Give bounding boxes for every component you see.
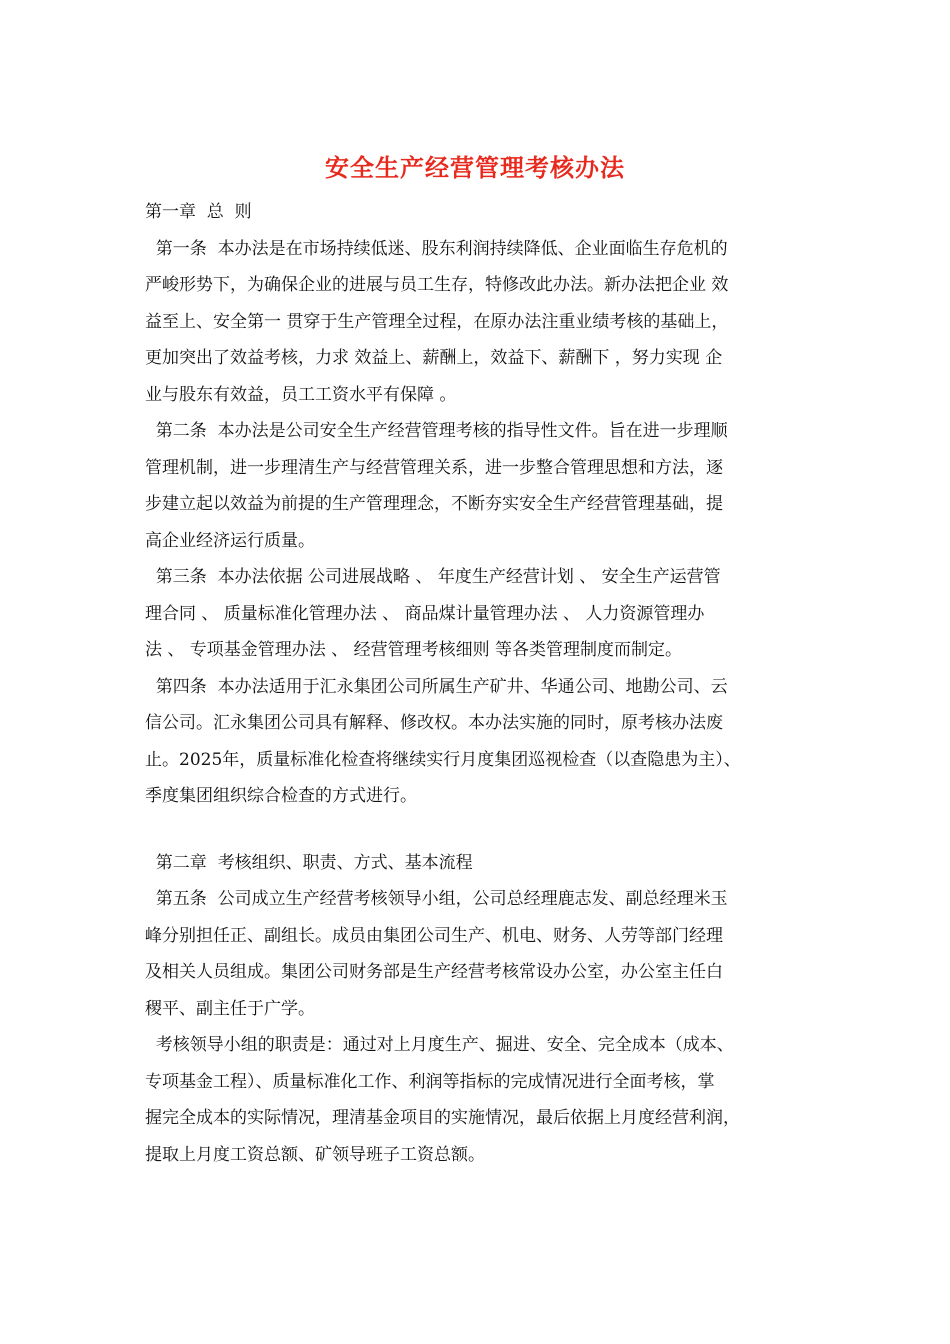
text-line: 高企业经济运行质量。 xyxy=(145,530,315,551)
text-line: 法 、 专项基金管理办法 、 经营管理考核细则 等各类管理制度而制定。 xyxy=(145,640,683,660)
paragraph-gap xyxy=(145,815,813,845)
text-line: 第二章 考核组织、职责、方式、基本流程 xyxy=(145,852,473,873)
text-line: 理合同 、 质量标准化管理办法 、 商品煤计量管理办法 、 人力资源管理办 xyxy=(145,603,705,624)
text-line: 峰分别担任正、副组长。成员由集团公司生产、机电、财务、人劳等部门经理 xyxy=(145,925,723,946)
text-line: 第四条 本办法适用于汇永集团公司所属生产矿井、华通公司、地勘公司、云 xyxy=(145,676,728,697)
paragraph xyxy=(145,231,813,414)
document-body xyxy=(145,194,813,1173)
text-line: 第一条 本办法是在市场持续低迷、股东利润持续降低、企业面临生存危机的 xyxy=(145,238,728,259)
paragraph xyxy=(145,845,813,882)
paragraph xyxy=(145,669,813,815)
text-line: 信公司。汇永集团公司具有解释、修改权。本办法实施的同时，原考核办法废 xyxy=(145,713,723,733)
text-line: 更加突出了效益考核，力求 效益上、薪酬上，效益下、薪酬下 ，努力实现 企 xyxy=(145,348,723,368)
text-line: 业与股东有效益，员工工资水平有保障 。 xyxy=(145,384,457,405)
text-line: 稷平、副主任于广学。 xyxy=(145,998,315,1019)
text-line: 握完全成本的实际情况，理清基金项目的实施情况，最后依据上月度经营利润， xyxy=(145,1108,740,1128)
text-line: 及相关人员组成。集团公司财务部是生产经营考核常设办公室，办公室主任白 xyxy=(145,962,723,982)
text-line: 提取上月度工资总额、矿领导班子工资总额。 xyxy=(145,1144,485,1165)
document-title: 安全生产经营管理考核办法 xyxy=(325,153,625,182)
text-line: 第三条 本办法依据 公司进展战略 、 年度生产经营计划 、 安全生产运营管 xyxy=(145,567,721,587)
text-line: 考核领导小组的职责是：通过对上月度生产、掘进、安全、完全成本（成本、 xyxy=(145,1035,734,1055)
text-line: 止。2025年，质量标准化检查将继续实行月度集团巡视检查（以查隐患为主）、 xyxy=(145,749,741,770)
text-line: 专项基金工程）、质量标准化工作、利润等指标的完成情况进行全面考核，掌 xyxy=(145,1071,715,1092)
text-line: 严峻形势下，为确保企业的进展与员工生存，特修改此办法。新办法把企业 效 xyxy=(145,275,729,295)
text-line: 第五条 公司成立生产经营考核领导小组，公司总经理鹿志发、副总经理米玉 xyxy=(145,889,728,909)
paragraph xyxy=(145,559,813,669)
text-line: 益至上、安全第一 贯穿于生产管理全过程，在原办法注重业绩考核的基础上， xyxy=(145,311,729,332)
text-line: 步建立起以效益为前提的生产管理理念，不断夯实安全生产经营管理基础，提 xyxy=(145,494,723,514)
paragraph xyxy=(145,413,813,559)
text-line: 第一章 总 则 xyxy=(145,202,252,222)
paragraph xyxy=(145,881,813,1027)
paragraph xyxy=(145,1027,813,1173)
text-line: 管理机制，进一步理清生产与经营管理关系，进一步整合管理思想和方法，逐 xyxy=(145,457,723,478)
text-line: 季度集团组织综合检查的方式进行。 xyxy=(145,786,417,806)
paragraph xyxy=(145,194,813,231)
text-line: 第二条 本办法是公司安全生产经营管理考核的指导性文件。旨在进一步理顺 xyxy=(145,421,728,441)
